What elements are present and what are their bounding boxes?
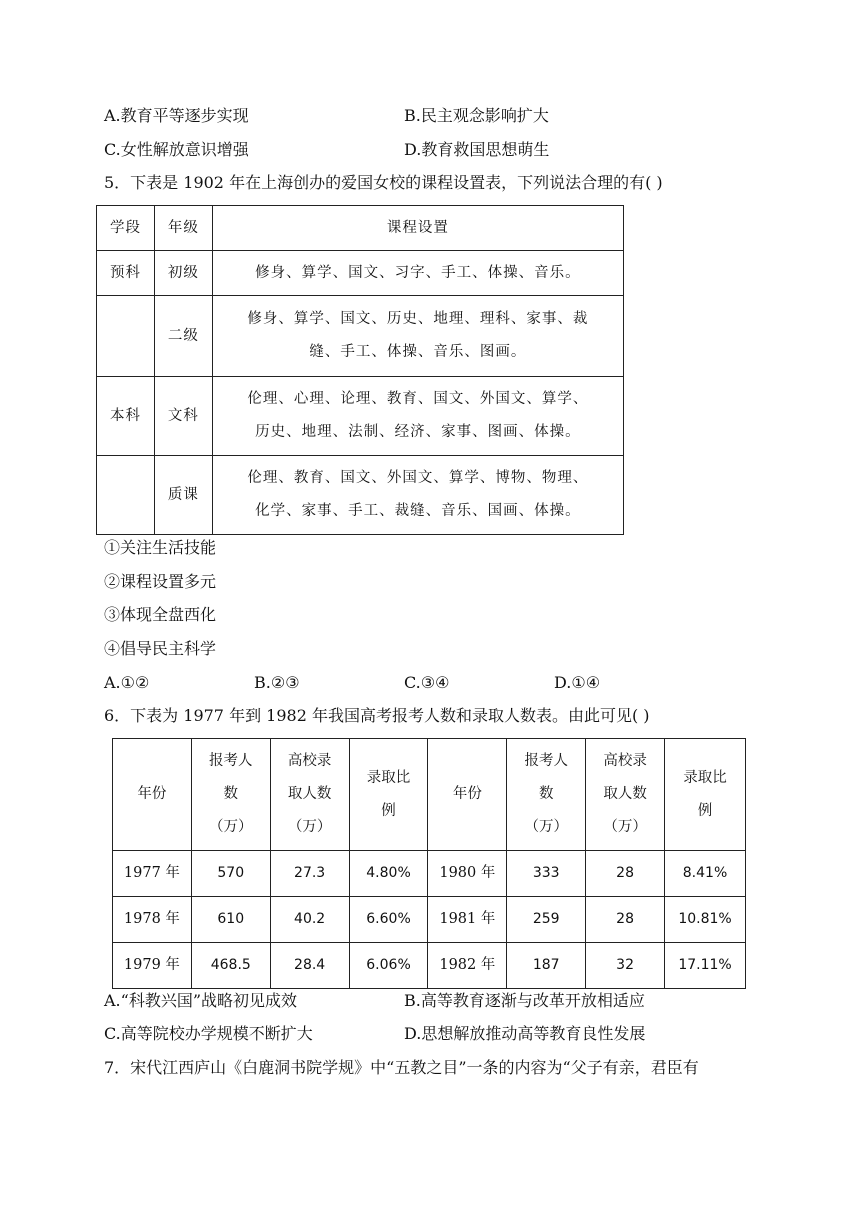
table-cell (97, 296, 155, 377)
table-cell: 28.4 (270, 943, 349, 989)
table-cell: 初级 (154, 251, 212, 296)
table-cell: 10.81% (665, 897, 746, 943)
table-cell: 6.60% (349, 897, 428, 943)
q5-option-a: A.①② (104, 673, 150, 692)
q6-stem: 6．下表为 1977 年到 1982 年我国高考报考人数和录取人数表。由此可见( ) (104, 706, 650, 725)
header-line: 录取比 (683, 769, 727, 786)
header-line: 年份 (452, 786, 482, 802)
q5-stem: 5．下表是 1902 年在上海创办的爱国女校的课程设置表，下列说法合理的有( ) (104, 173, 663, 192)
header-line: 报考人 (209, 753, 253, 769)
table-header-cell (191, 739, 270, 851)
table-row (113, 943, 746, 989)
table-row (97, 456, 624, 535)
course-line: 化学、家事、手工、裁缝、音乐、国画、体操。 (255, 503, 581, 519)
q5-item-2: ②课程设置多元 (104, 572, 217, 591)
table-header-cell (270, 739, 349, 851)
header-line: （万） (603, 819, 647, 835)
header-line: 录取比 (366, 769, 411, 786)
table-header-row (97, 206, 624, 251)
table-header-cell: 课程设置 (212, 206, 623, 251)
header-line: 例 (697, 802, 713, 819)
table-cell: 610 (191, 897, 270, 943)
header-line: 取人数 (603, 786, 647, 802)
course-line: 历史、地理、法制、经济、家事、图画、体操。 (255, 424, 581, 440)
header-line: 高校录 (287, 753, 332, 769)
header-line: 数 (223, 786, 239, 802)
table-header-cell (428, 739, 507, 851)
header-line: （万） (287, 819, 332, 835)
table-header-cell: 年级 (154, 206, 212, 251)
header-line: 例 (381, 802, 396, 819)
table-cell: 27.3 (270, 851, 349, 897)
q5-item-1: ①关注生活技能 (104, 538, 217, 557)
course-line: 伦理、教育、国文、外国文、算学、博物、物理、 (247, 470, 589, 486)
header-line: 取人数 (287, 786, 332, 802)
table-cell: 修身、算学、国文、习字、手工、体操、音乐。 (212, 251, 623, 296)
q5-item-4: ④倡导民主科学 (104, 639, 217, 658)
table-cell: 1978 年 (113, 897, 192, 943)
table-row (97, 251, 624, 296)
table-cell (97, 456, 155, 535)
q6-option-a: A.“科教兴国”战略初见成效 (104, 991, 298, 1010)
table-cell: 预科 (97, 251, 155, 296)
table-cell: 570 (191, 851, 270, 897)
table-cell: 1979 年 (113, 943, 192, 989)
course-line: 缝、手工、体操、音乐、图画。 (309, 344, 527, 360)
table-row (97, 296, 624, 377)
table-cell (212, 377, 623, 456)
table-cell: 本科 (97, 377, 155, 456)
table-cell: 40.2 (270, 897, 349, 943)
q4-option-c: C.女性解放意识增强 (104, 140, 249, 159)
table-cell: 1980 年 (428, 851, 507, 897)
header-line: 年份 (137, 786, 167, 802)
table-cell: 4.80% (349, 851, 428, 897)
table-cell: 28 (586, 897, 665, 943)
table-cell: 259 (507, 897, 586, 943)
header-line: 报考人 (524, 753, 568, 769)
table-header-cell (507, 739, 586, 851)
table-cell: 187 (507, 943, 586, 989)
q5-course-table (96, 205, 624, 535)
table-header-cell (113, 739, 192, 851)
table-cell (212, 456, 623, 535)
table-cell: 32 (586, 943, 665, 989)
table-header-cell (586, 739, 665, 851)
q5-option-b: B.②③ (254, 673, 300, 692)
table-header-cell (349, 739, 428, 851)
table-row (113, 851, 746, 897)
table-row (97, 377, 624, 456)
course-line: 伦理、心理、论理、教育、国文、外国文、算学、 (247, 391, 589, 407)
q4-option-a: A.教育平等逐步实现 (104, 106, 249, 125)
table-header-cell (665, 739, 746, 851)
table-cell (212, 296, 623, 377)
table-cell: 333 (507, 851, 586, 897)
header-line: （万） (524, 819, 568, 835)
table-cell: 1981 年 (428, 897, 507, 943)
table-cell: 文科 (154, 377, 212, 456)
course-line: 修身、算学、国文、历史、地理、理科、家事、裁 (247, 311, 589, 327)
table-cell: 6.06% (349, 943, 428, 989)
header-line: （万） (209, 819, 253, 835)
q5-option-d: D.①④ (554, 673, 601, 692)
q4-option-b: B.民主观念影响扩大 (404, 106, 549, 125)
table-cell: 1977 年 (113, 851, 192, 897)
q6-option-d: D.思想解放推动高等教育良性发展 (404, 1024, 646, 1043)
q6-option-c: C.高等院校办学规模不断扩大 (104, 1024, 313, 1043)
q5-option-c: C.③④ (404, 673, 450, 692)
q7-stem: 7．宋代江西庐山《白鹿洞书院学规》中“五教之目”一条的内容为“父子有亲，君臣有 (104, 1058, 699, 1077)
table-cell: 8.41% (665, 851, 746, 897)
table-cell: 28 (586, 851, 665, 897)
q4-option-d: D.教育救国思想萌生 (404, 140, 550, 159)
table-cell: 1982 年 (428, 943, 507, 989)
table-cell: 质课 (154, 456, 212, 535)
header-line: 高校录 (603, 753, 647, 769)
q6-admission-table (112, 738, 746, 989)
q6-option-b: B.高等教育逐渐与改革开放相适应 (404, 991, 645, 1010)
table-cell: 468.5 (191, 943, 270, 989)
table-header-cell: 学段 (97, 206, 155, 251)
table-header-row (113, 739, 746, 851)
header-line: 数 (538, 786, 554, 802)
table-cell: 二级 (154, 296, 212, 377)
q5-item-3: ③体现全盘西化 (104, 605, 217, 624)
table-row (113, 897, 746, 943)
table-cell: 17.11% (665, 943, 746, 989)
